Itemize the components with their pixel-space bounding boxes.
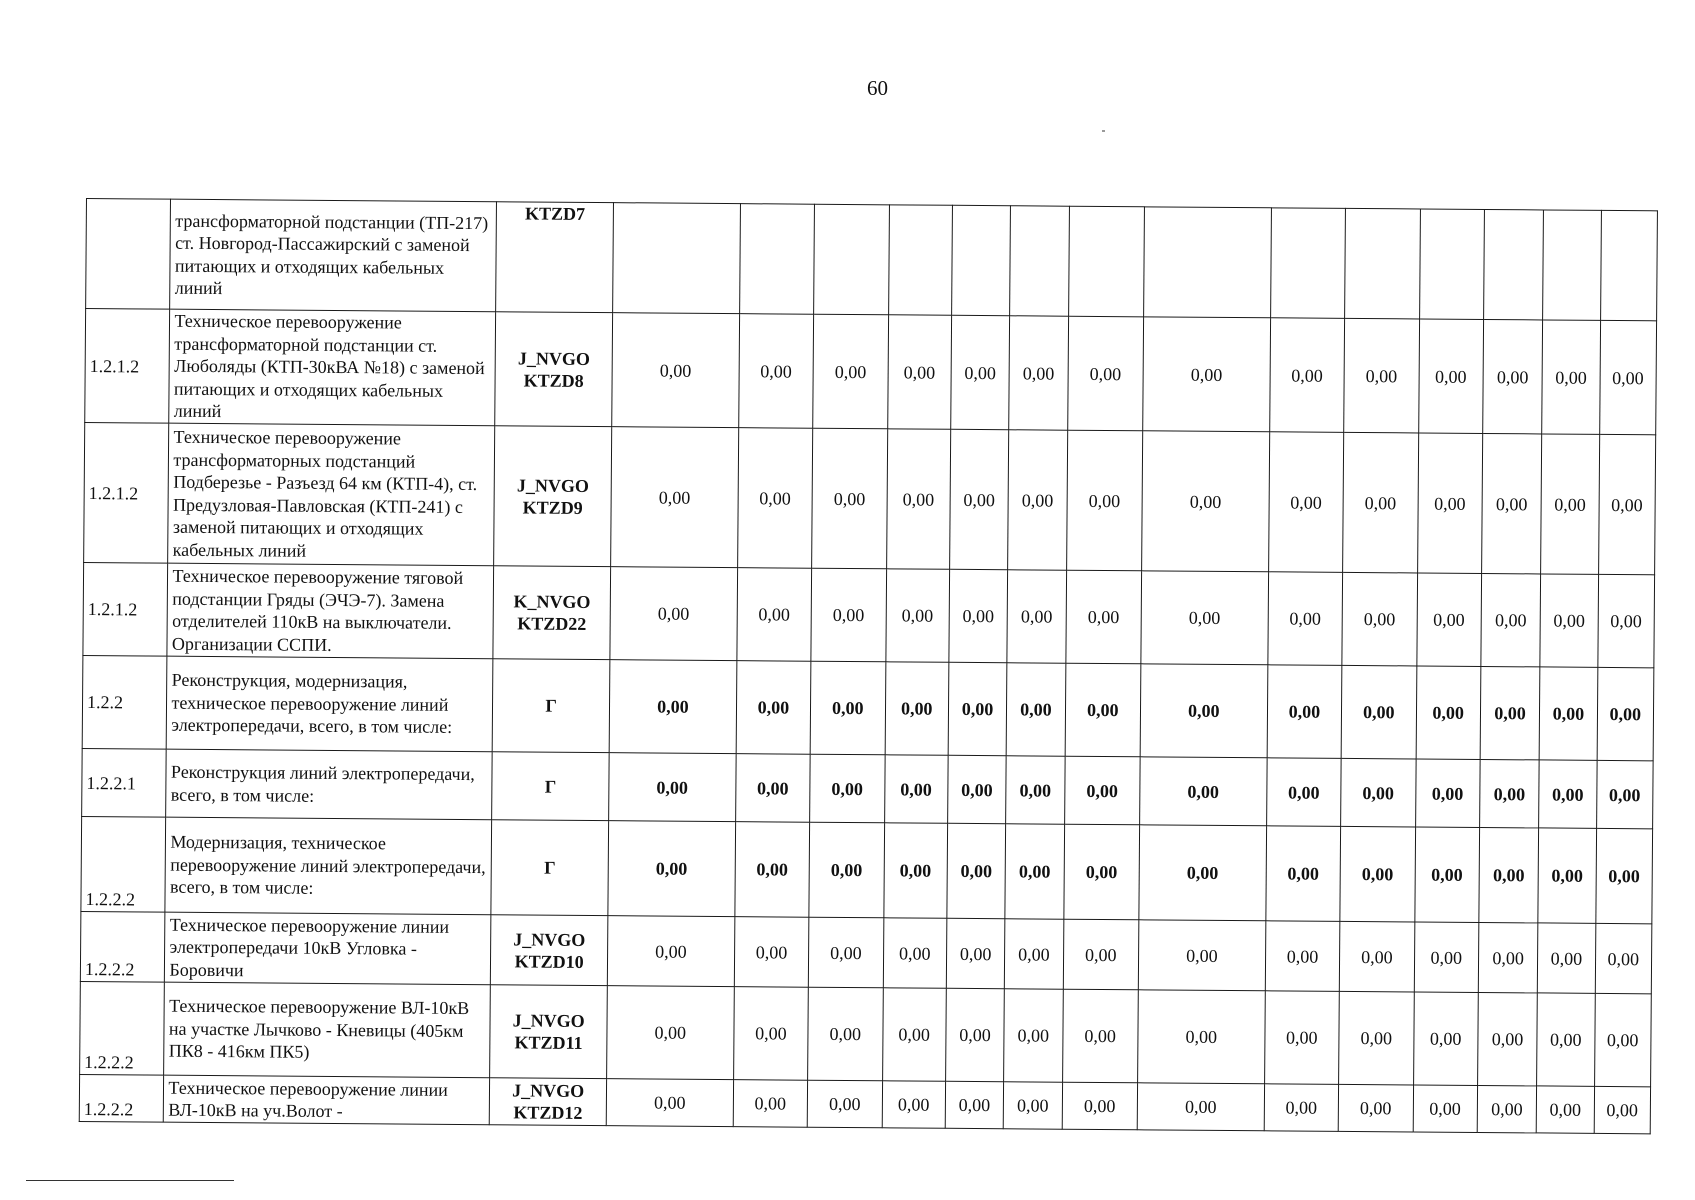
value-cell [1270,208,1345,319]
value-cell: 0,00 [1138,920,1265,991]
value-cell: 0,00 [886,429,950,569]
value-cell: 0,00 [1066,430,1143,571]
table-row [80,981,1652,1086]
value-cell: 0,00 [1599,320,1656,434]
value-cell [1600,210,1657,320]
investment-table-sheet [79,198,1658,1134]
value-cell: 0,00 [610,567,737,661]
row-number: 1.2.2.2 [80,911,165,982]
row-name: Техническое перевооружение тяговой подстанции Гряды (ЭЧЭ-7). Замена отделителей 110кВ на выключатели. Организации ССПИ. [167,563,494,659]
value-cell [739,204,814,315]
value-cell: 0,00 [1595,923,1652,993]
table-row [82,655,1654,760]
value-cell [814,204,889,315]
row-name: Техническое перевооружение трансформаторной подстанции ст. Люболяды (КТП-30кВА №18) с заменой питающих и отходящих кабельных линий [169,309,496,426]
value-cell: 0,00 [737,428,813,569]
value-cell: 0,00 [811,568,886,662]
value-cell: 0,00 [883,823,947,918]
value-cell: 0,00 [1482,433,1542,573]
value-cell: 0,00 [1063,919,1139,990]
value-cell: 0,00 [946,918,1005,988]
table-row [86,199,1658,321]
value-cell: 0,00 [947,823,1006,918]
value-cell: 0,00 [611,427,739,568]
value-cell: 0,00 [1268,572,1343,666]
value-cell: 0,00 [734,917,809,988]
value-cell: 0,00 [736,661,811,755]
value-cell: 0,00 [608,821,735,917]
value-cell [1419,209,1484,320]
value-cell: 0,00 [1339,991,1414,1085]
value-cell: 0,00 [1595,828,1652,923]
value-cell: 0,00 [1064,756,1140,825]
value-cell: 0,00 [1007,570,1066,663]
value-cell: 0,00 [1339,921,1414,992]
value-cell: 0,00 [1008,430,1067,570]
value-cell: 0,00 [609,753,736,822]
value-cell: 0,00 [1414,827,1479,923]
row-name: Реконструкция линий электропередачи, всего, в том числе: [166,749,492,820]
value-cell: 0,00 [807,1080,882,1128]
value-cell: 0,00 [945,1081,1004,1128]
value-cell: 0,00 [1065,570,1141,664]
value-cell: 0,00 [735,822,810,918]
value-cell: 0,00 [809,822,884,918]
value-cell: 0,00 [1264,1084,1339,1132]
value-cell: 0,00 [1414,922,1479,993]
value-cell: 0,00 [1413,992,1478,1086]
row-number: 1.2.2.2 [79,1074,164,1122]
row-code: Г [492,752,609,821]
row-code: K_NVGO KTZD22 [493,566,610,660]
value-cell: 0,00 [612,313,740,428]
table-row [83,562,1655,667]
value-cell: 0,00 [1418,319,1483,434]
value-cell: 0,00 [1341,758,1416,827]
value-cell: 0,00 [733,987,808,1081]
value-cell [613,203,741,314]
value-cell: 0,00 [1594,993,1651,1086]
value-cell [1483,209,1543,319]
value-cell [1068,206,1144,317]
value-cell: 0,00 [735,754,810,823]
value-cell: 0,00 [1266,758,1341,827]
row-code: J_NVGO KTZD12 [490,1078,607,1126]
row-code: Г [491,820,608,916]
value-cell: 0,00 [1598,434,1656,574]
row-number: 1.2.1.2 [84,422,170,563]
value-cell: 0,00 [1540,574,1598,667]
value-cell: 0,00 [949,569,1008,662]
value-cell: 0,00 [945,988,1004,1081]
value-cell: 0,00 [810,754,885,823]
value-cell: 0,00 [1541,434,1599,574]
value-cell: 0,00 [1340,826,1415,922]
value-cell: 0,00 [607,916,734,987]
value-cell: 0,00 [1265,921,1340,992]
value-cell: 0,00 [810,661,885,755]
table-row [85,309,1657,435]
page-number: 60 [867,76,888,100]
scan-speck [1102,130,1105,132]
value-cell: 0,00 [1004,989,1063,1082]
value-cell: 0,00 [1137,1083,1264,1131]
value-cell: 0,00 [1338,1084,1413,1132]
value-cell: 0,00 [606,1079,733,1127]
footnote-separator [26,1180,234,1181]
value-cell: 0,00 [733,1080,808,1128]
value-cell: 0,00 [950,429,1009,569]
row-code: J_NVGO KTZD9 [494,426,612,567]
value-cell: 0,00 [1269,318,1344,433]
row-name: Техническое перевооружение линии электропередачи 10кВ Угловка - Боровичи [165,912,491,985]
value-cell: 0,00 [882,988,946,1081]
value-cell [1345,208,1420,319]
value-cell: 0,00 [1344,318,1419,433]
value-cell [1010,206,1069,316]
value-cell: 0,00 [1480,759,1540,827]
row-number: 1.2.1.2 [83,562,168,656]
value-cell: 0,00 [1478,922,1538,992]
value-cell: 0,00 [1266,826,1341,922]
value-cell: 0,00 [1342,572,1417,666]
value-cell: 0,00 [1067,316,1143,431]
value-cell: 0,00 [1483,319,1543,433]
value-cell: 0,00 [1139,825,1266,921]
value-cell: 0,00 [808,987,883,1081]
value-cell: 0,00 [1142,431,1270,572]
value-cell: 0,00 [812,428,888,569]
value-cell: 0,00 [1539,760,1597,828]
value-cell: 0,00 [1481,573,1541,666]
value-cell: 0,00 [808,917,883,988]
value-cell: 0,00 [738,314,813,429]
value-cell: 0,00 [1341,665,1416,759]
value-cell: 0,00 [882,1081,946,1128]
value-cell: 0,00 [1267,665,1342,759]
value-cell: 0,00 [951,315,1010,429]
value-cell: 0,00 [1538,923,1596,993]
value-cell: 0,00 [1417,433,1482,574]
value-cell: 0,00 [1539,667,1597,760]
value-cell: 0,00 [887,315,951,429]
value-cell: 0,00 [1597,667,1654,760]
value-cell: 0,00 [1009,316,1068,430]
value-cell: 0,00 [1062,1082,1138,1130]
row-number [86,199,171,310]
row-name: Реконструкция, модернизация, техническое перевооружение линий электропередачи, всего, в том числе: [167,656,494,752]
value-cell: 0,00 [1537,993,1595,1086]
row-code: J_NVGO KTZD10 [491,915,608,986]
value-cell: 0,00 [1343,432,1419,573]
value-cell: 0,00 [1536,1086,1594,1133]
row-code: J_NVGO KTZD8 [495,312,613,427]
value-cell: 0,00 [885,569,949,662]
value-cell: 0,00 [1140,664,1267,758]
row-code: Г [492,659,609,753]
investment-program-table [79,198,1658,1134]
row-name: Техническое перевооружение линии ВЛ-10кВ на уч.Волот - [164,1075,490,1125]
value-cell: 0,00 [1005,824,1064,919]
value-cell: 0,00 [1065,663,1141,757]
row-number: 1.2.2 [82,655,167,749]
value-cell: 0,00 [1143,317,1271,432]
value-cell: 0,00 [1006,756,1065,824]
table-row [82,748,1653,828]
value-cell: 0,00 [1138,990,1265,1084]
value-cell: 0,00 [1538,828,1596,923]
row-name: трансформаторной подстанции (ТП-217) ст. Новгород-Пассажирский с заменой питающих и отходящих кабельных линий [170,199,497,312]
value-cell: 0,00 [1542,320,1600,434]
value-cell: 0,00 [609,660,736,754]
value-cell: 0,00 [813,314,888,429]
value-cell: 0,00 [1413,1085,1478,1133]
value-cell: 0,00 [883,918,947,988]
row-name: Модернизация, техническое перевооружение линий электропередачи, всего, в том числе: [165,817,492,915]
value-cell: 0,00 [1062,989,1138,1083]
row-number: 1.2.2.2 [81,816,166,912]
value-cell: 0,00 [884,755,948,823]
value-cell: 0,00 [1480,666,1540,759]
value-cell: 0,00 [1264,991,1339,1085]
value-cell: 0,00 [1416,573,1481,667]
value-cell: 0,00 [1005,919,1064,989]
value-cell: 0,00 [885,662,949,755]
value-cell: 0,00 [1479,827,1539,922]
value-cell [1144,207,1272,318]
row-name: Техническое перевооружение ВЛ-10кВ на участке Лычково - Кневицы (405км ПК8 - 416км ПК5) [164,982,491,1078]
value-cell: 0,00 [1140,757,1267,826]
row-code: J_NVGO KTZD11 [490,985,607,1079]
value-cell: 0,00 [1416,666,1481,760]
value-cell: 0,00 [1596,760,1653,828]
row-code: KTZD7 [496,202,614,313]
table-row [84,422,1656,574]
value-cell: 0,00 [1268,432,1344,573]
table-row [81,816,1653,923]
value-cell: 0,00 [1063,824,1139,920]
value-cell: 0,00 [737,568,812,662]
table-row [80,911,1652,993]
value-cell: 0,00 [1477,992,1537,1085]
value-cell: 0,00 [1597,574,1654,667]
value-cell [1543,210,1601,320]
row-name: Техническое перевооружение трансформаторных подстанций Подберезье - Разъезд 64 км (КТП-4), ст. Предузловая-Павловская (КТП-241) с заменой питающих и отходящих кабельных линий [168,423,495,566]
value-cell: 0,00 [1477,1085,1537,1132]
row-number: 1.2.1.2 [85,309,170,424]
value-cell: 0,00 [1006,663,1065,756]
value-cell: 0,00 [1003,1082,1062,1129]
value-cell [952,205,1011,315]
value-cell [888,205,952,315]
value-cell: 0,00 [1594,1086,1651,1133]
row-number: 1.2.2.2 [80,981,165,1075]
value-cell: 0,00 [948,662,1007,755]
value-cell: 0,00 [607,986,734,1080]
row-number: 1.2.2.1 [82,748,167,817]
value-cell: 0,00 [1415,759,1480,828]
value-cell: 0,00 [1141,571,1268,665]
value-cell: 0,00 [948,755,1007,823]
